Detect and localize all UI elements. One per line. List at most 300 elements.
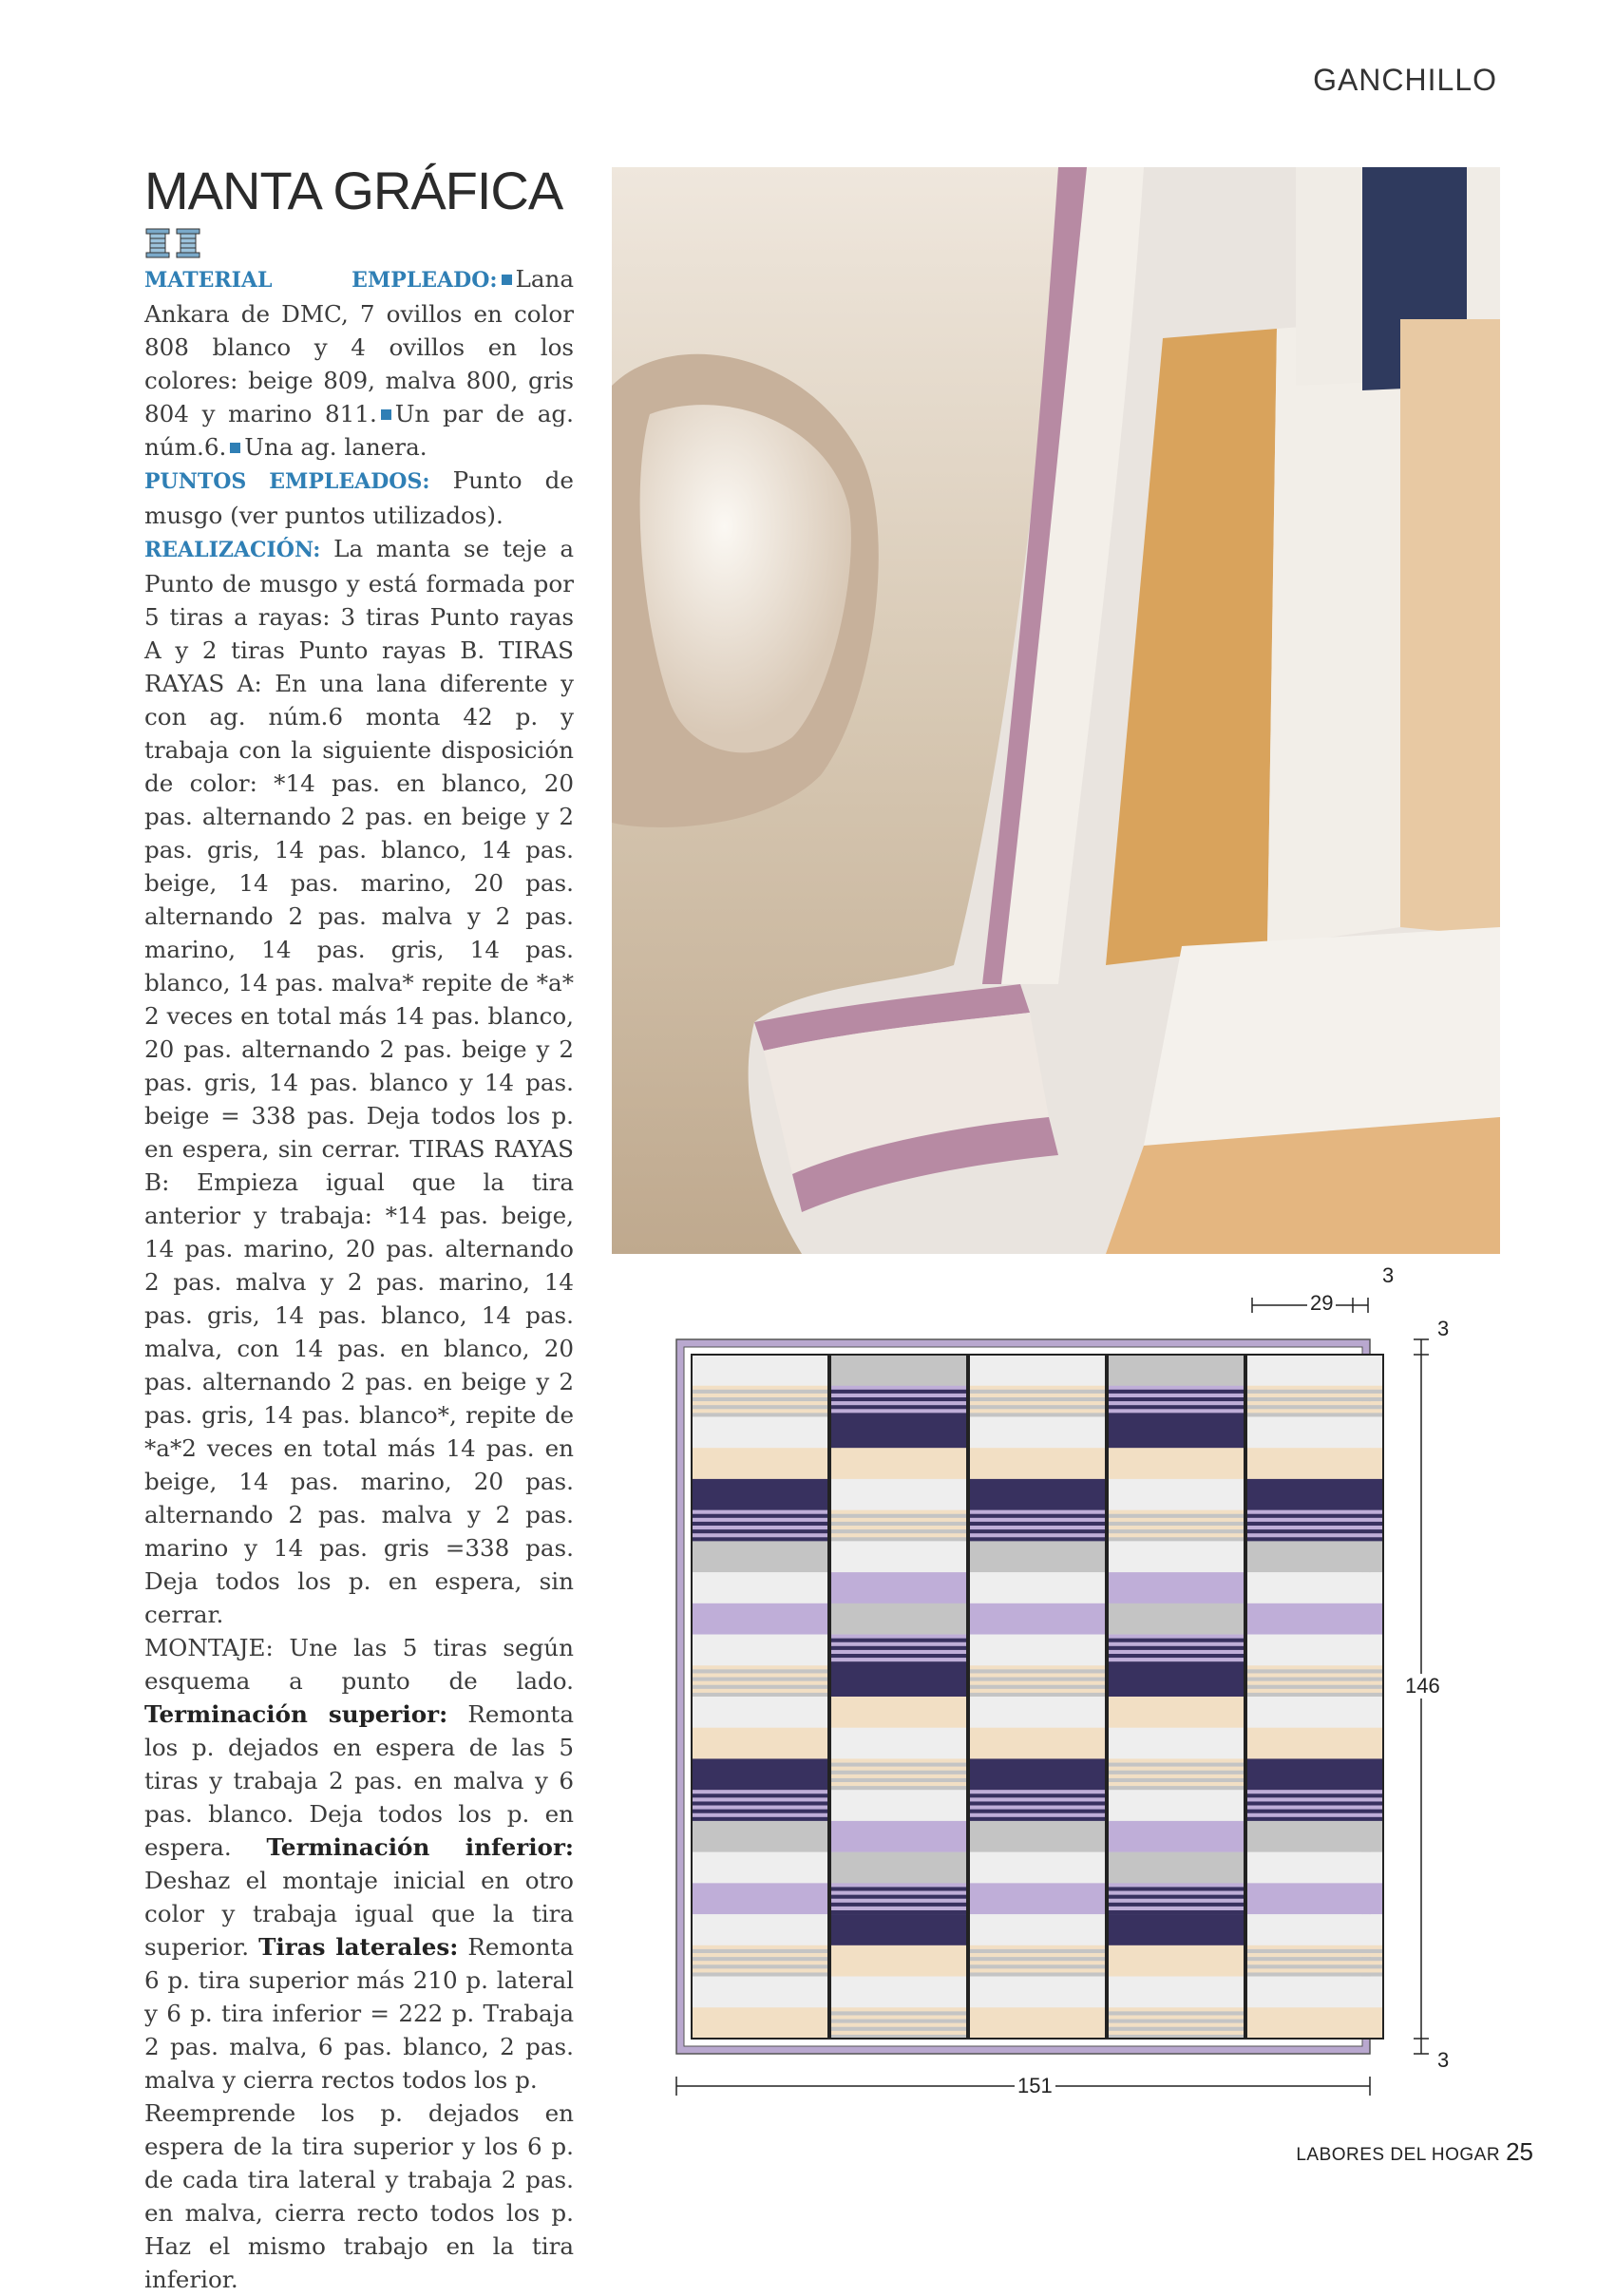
difficulty-rating	[144, 228, 201, 258]
stripe-band	[1246, 1961, 1383, 1964]
color-block	[1246, 1852, 1383, 1884]
stripe-band	[1108, 2007, 1244, 2011]
stripe-band	[1108, 1526, 1244, 1529]
stripe-band	[1108, 1774, 1244, 1778]
color-block	[1246, 1758, 1383, 1790]
color-block	[830, 1355, 967, 1386]
stripe-band	[1246, 1790, 1383, 1793]
stripe-band	[692, 1526, 828, 1529]
tiras-laterales-text: Remonta 6 p. tira superior más 210 p. lateral y 6 p. tira inferior = 222 p. Trabaja 2 pas. malva, 6 pas. blanco, 2 pas. malva y cierra rectos todos los p.	[144, 1933, 574, 2094]
color-block	[1108, 1665, 1244, 1697]
stripe-band	[1108, 1661, 1244, 1665]
stripe-band	[969, 1394, 1106, 1397]
color-block	[692, 1697, 828, 1728]
stripe-band	[969, 1806, 1106, 1810]
term-sup-label: Terminación superior:	[144, 1700, 448, 1728]
color-block	[1246, 1479, 1383, 1510]
stripe-band	[830, 2027, 967, 2031]
stripe-band	[1246, 1678, 1383, 1681]
stripe-band	[692, 1968, 828, 1972]
stripe-band	[830, 1514, 967, 1518]
stripe-band	[1246, 1968, 1383, 1972]
color-block	[1108, 1977, 1244, 2008]
stripe-band	[1108, 1771, 1244, 1774]
term-inf-label: Terminación inferior:	[266, 1833, 574, 1861]
stripe-band	[969, 1510, 1106, 1514]
color-block	[830, 1572, 967, 1603]
stripe-band	[1246, 1673, 1383, 1677]
color-block	[692, 1852, 828, 1884]
color-block	[830, 1821, 967, 1852]
stripe-band	[969, 1685, 1106, 1689]
color-block	[1246, 1416, 1383, 1448]
stripe-band	[1108, 2031, 1244, 2035]
stripe-band	[969, 1793, 1106, 1797]
stripe-band	[1246, 1964, 1383, 1968]
stripe-band	[692, 1394, 828, 1397]
stripe-band	[830, 1658, 967, 1661]
stripe-band	[1108, 1899, 1244, 1903]
color-block	[692, 1883, 828, 1914]
color-block	[692, 1572, 828, 1603]
stripe-band	[830, 1390, 967, 1394]
stripe-band	[830, 1887, 967, 1890]
stripe-band	[969, 1665, 1106, 1669]
stripe-band	[830, 1907, 967, 1910]
stripe-band	[830, 1661, 967, 1665]
dim-border-side: 3	[1379, 1263, 1396, 1288]
stripe-band	[1108, 1887, 1244, 1890]
stripe-band	[969, 1961, 1106, 1964]
spool-icon	[144, 228, 171, 258]
color-block	[969, 1355, 1106, 1386]
stripe-band	[1246, 1810, 1383, 1813]
stripe-band	[1246, 1949, 1383, 1953]
color-block	[1108, 1790, 1244, 1821]
stripe-band	[692, 1669, 828, 1673]
stripe-band	[1108, 2027, 1244, 2031]
color-block	[692, 1977, 828, 2008]
color-block	[830, 1977, 967, 2008]
material-label: MATERIAL EMPLEADO:	[144, 268, 498, 293]
assembly-diagram	[665, 1263, 1482, 2099]
stripe-band	[692, 1790, 828, 1793]
stripe-band	[1246, 1681, 1383, 1685]
color-block	[692, 1758, 828, 1790]
stripe-band	[969, 1390, 1106, 1394]
tiras-laterales-label: Tiras laterales:	[258, 1933, 459, 1961]
stripe-band	[692, 1673, 828, 1677]
stripe-band	[1108, 1405, 1244, 1409]
stripe-band	[1108, 1529, 1244, 1533]
color-block	[692, 2007, 828, 2039]
stripe-band	[692, 1390, 828, 1394]
color-block	[1108, 1914, 1244, 1945]
stripe-band	[830, 1910, 967, 1914]
dim-strip-width: 29	[1307, 1291, 1336, 1316]
color-block	[1246, 1355, 1383, 1386]
color-block	[969, 1883, 1106, 1914]
stripe-band	[692, 1685, 828, 1689]
stripe-band	[692, 1518, 828, 1522]
realizacion-text: La manta se teje a Punto de musgo y está formada por 5 tiras a rayas: 3 tiras Punto rayas A y 2 tiras Punto rayas B. TIRAS RAYAS A: En una lana diferente y con ag. núm.6 monta 42 p. y trabaja con la siguiente disposición de color: *14 pas. en blanco, 20 pas. alternando 2 pas. en beige y 2 pas. gris, 14 pas. blanco, 14 pas. beige, 14 pas. marino, 20 pas. alternando 2 pas. malva y 2 pas. marino, 14 pas. gris, 14 pas. blanco, 14 pas. malva* repite de *a* 2 veces en total más 14 pas. blanco, 20 pas. alternando 2 pas. beige y 2 pas. gris, 14 pas. blanco y 14 pas. beige = 338 pas. Deja todos los p. en espera, sin cerrar. TIRAS RAYAS B: Empieza igual que la tira anterior y trabaja: *14 pas. beige, 14 pas. marino, 20 pas. alternando 2 pas. malva y 2 pas. marino, 14 pas. gris, 14 pas. blanco, 14 pas. malva, con 14 pas. en blanco, 20 pas. alternando 2 pas. en beige y 2 pas. gris, 14 pas. blanco*, repite de *a*2 veces en total más 14 pas. en beige, 14 pas. marino, 20 pas. alternando 2 pas. malva y 2 pas. marino y 14 pas. gris =338 pas. Deja todos los p. en espera, sin cerrar.	[144, 535, 574, 1628]
stripe-band	[830, 2020, 967, 2023]
color-block	[692, 1448, 828, 1479]
stripe-band	[969, 1678, 1106, 1681]
stripe-band	[830, 1510, 967, 1514]
stripe-band	[1108, 1390, 1244, 1394]
stripe-band	[692, 1413, 828, 1416]
stripe-band	[1108, 1537, 1244, 1541]
stripe-band	[969, 1953, 1106, 1957]
stripe-band	[1108, 1910, 1244, 1914]
stripe-band	[969, 1964, 1106, 1968]
stripe-band	[1108, 1891, 1244, 1895]
stripe-band	[692, 1945, 828, 1949]
stripe-band	[969, 1409, 1106, 1413]
color-block	[969, 1416, 1106, 1448]
stripe-band	[1246, 1665, 1383, 1669]
stripe-band	[969, 1537, 1106, 1541]
color-block	[830, 1697, 967, 1728]
color-block	[1246, 1821, 1383, 1852]
stripe-band	[969, 1413, 1106, 1416]
color-block	[969, 1479, 1106, 1510]
color-block	[1108, 1728, 1244, 1759]
color-block	[1246, 1883, 1383, 1914]
stripe-band	[692, 1801, 828, 1805]
color-block	[692, 1479, 828, 1510]
color-block	[969, 1448, 1106, 1479]
stripe-band	[830, 1891, 967, 1895]
stripe-band	[1108, 1782, 1244, 1786]
color-block	[969, 1758, 1106, 1790]
stripe-band	[692, 1806, 828, 1810]
stripe-band	[830, 1646, 967, 1650]
stripe-band	[1108, 2015, 1244, 2019]
stripe-band	[969, 1681, 1106, 1685]
stripe-band	[830, 1883, 967, 1887]
stripe-band	[830, 1642, 967, 1646]
dim-width: 151	[1015, 2074, 1055, 2098]
stripe-band	[830, 1386, 967, 1390]
stripe-band	[830, 2023, 967, 2027]
stripe-band	[830, 1763, 967, 1767]
color-block	[1108, 1821, 1244, 1852]
stripe-band	[969, 1810, 1106, 1813]
stripe-band	[830, 1405, 967, 1409]
stripe-band	[692, 1386, 828, 1390]
stripe-band	[1108, 2020, 1244, 2023]
stripe-band	[1108, 1767, 1244, 1771]
stripe-band	[692, 1401, 828, 1405]
stripe-band	[830, 1903, 967, 1907]
stripe-band	[1246, 1693, 1383, 1697]
stripe-band	[1108, 1658, 1244, 1661]
stripe-band	[969, 1405, 1106, 1409]
material-needle: Una ag. lanera.	[244, 433, 428, 461]
stripe-band	[969, 1518, 1106, 1522]
color-block	[692, 1914, 828, 1945]
term-inf-text: Deshaz el montaje inicial en otro color y trabaja igual que la tira superior.	[144, 1867, 574, 1961]
stripe-band	[830, 1778, 967, 1782]
stripe-band	[830, 1650, 967, 1654]
color-block	[969, 1977, 1106, 2008]
stripe-band	[969, 1693, 1106, 1697]
color-block	[692, 1603, 828, 1635]
stripe-band	[830, 1774, 967, 1778]
stripe-band	[692, 1529, 828, 1533]
stripe-band	[692, 1514, 828, 1518]
stripe-band	[1108, 1646, 1244, 1650]
color-block	[969, 1821, 1106, 1852]
stripe-band	[1246, 1529, 1383, 1533]
stripe-band	[830, 1758, 967, 1762]
color-block	[1246, 1635, 1383, 1666]
stripe-band	[1246, 1413, 1383, 1416]
stripe-band	[969, 1669, 1106, 1673]
stripe-band	[1108, 1635, 1244, 1639]
color-block	[969, 1635, 1106, 1666]
stripe-band	[830, 1522, 967, 1526]
stripe-band	[692, 1689, 828, 1693]
stripe-band	[969, 1972, 1106, 1976]
bullet-square-icon	[381, 409, 391, 420]
stripe-band	[692, 1397, 828, 1401]
color-block	[830, 1914, 967, 1945]
color-block	[1108, 1541, 1244, 1572]
stripe-band	[830, 1771, 967, 1774]
stripe-band	[1108, 1518, 1244, 1522]
stripe-band	[1246, 1953, 1383, 1957]
color-block	[1246, 1448, 1383, 1479]
stripe-band	[830, 1394, 967, 1397]
stripe-band	[1108, 1650, 1244, 1654]
stripe-band	[830, 2011, 967, 2015]
stripe-band	[1108, 2011, 1244, 2015]
stripe-band	[1246, 1806, 1383, 1810]
color-block	[830, 1665, 967, 1697]
stripe-band	[1108, 1514, 1244, 1518]
color-block	[692, 1635, 828, 1666]
magazine-name: LABORES DEL HOGAR	[1296, 2145, 1501, 2165]
stripe-band	[969, 1401, 1106, 1405]
stripe-band	[830, 1537, 967, 1541]
stripe-band	[1108, 1386, 1244, 1390]
bullet-square-icon	[230, 443, 240, 453]
stripe-band	[830, 1895, 967, 1899]
stripe-band	[1246, 1537, 1383, 1541]
stripe-band	[1108, 1413, 1244, 1416]
stripe-band	[969, 1797, 1106, 1801]
color-block	[830, 1790, 967, 1821]
stripe-band	[969, 1529, 1106, 1533]
stripe-band	[969, 1817, 1106, 1821]
stripe-band	[692, 1405, 828, 1409]
stripe-band	[1246, 1390, 1383, 1394]
stripe-band	[1246, 1689, 1383, 1693]
color-block	[1108, 1479, 1244, 1510]
color-block	[969, 1541, 1106, 1572]
color-block	[969, 1852, 1106, 1884]
spool-icon	[175, 228, 201, 258]
stripe-band	[1246, 1518, 1383, 1522]
stripe-band	[830, 1409, 967, 1413]
color-block	[830, 1603, 967, 1635]
blanket-photo	[612, 167, 1500, 1254]
stripe-band	[1108, 1895, 1244, 1899]
stripe-band	[1108, 1522, 1244, 1526]
color-block	[692, 1541, 828, 1572]
stripe-band	[1246, 1817, 1383, 1821]
stripe-band	[969, 1945, 1106, 1949]
color-block	[830, 1416, 967, 1448]
stripe-band	[1246, 1797, 1383, 1801]
color-block	[830, 1448, 967, 1479]
color-block	[969, 1914, 1106, 1945]
stripe-band	[969, 1533, 1106, 1537]
color-block	[969, 1572, 1106, 1603]
color-block	[1246, 1603, 1383, 1635]
color-block	[1108, 1416, 1244, 1448]
stripe-band	[969, 1526, 1106, 1529]
stripe-band	[1246, 1945, 1383, 1949]
stripe-band	[830, 1397, 967, 1401]
stripe-band	[969, 1949, 1106, 1953]
stripe-band	[1108, 2023, 1244, 2027]
stripe-band	[692, 1961, 828, 1964]
color-block	[969, 1603, 1106, 1635]
stripe-band	[830, 1635, 967, 1639]
stripe-band	[1246, 1510, 1383, 1514]
stripe-band	[1246, 1394, 1383, 1397]
color-block	[1246, 1572, 1383, 1603]
stripe-band	[1246, 1401, 1383, 1405]
stripe-band	[1246, 1405, 1383, 1409]
stripe-band	[692, 1817, 828, 1821]
stripe-band	[1108, 1642, 1244, 1646]
stripe-band	[1246, 1669, 1383, 1673]
color-block	[830, 1728, 967, 1759]
color-block	[1246, 1697, 1383, 1728]
color-block	[1246, 1977, 1383, 2008]
stripe-band	[969, 1968, 1106, 1972]
stripe-band	[692, 1665, 828, 1669]
stripe-band	[692, 1810, 828, 1813]
color-block	[1108, 1572, 1244, 1603]
puntos-label: PUNTOS EMPLEADOS:	[144, 469, 430, 494]
color-block	[1246, 1914, 1383, 1945]
stripe-band	[692, 1678, 828, 1681]
instructions-text	[144, 262, 574, 2296]
stripe-band	[1108, 1409, 1244, 1413]
color-block	[830, 1852, 967, 1884]
montaje-text: MONTAJE: Une las 5 tiras según esquema a punto de lado.	[144, 1634, 574, 1695]
stripe-band	[830, 1782, 967, 1786]
stripe-band	[1108, 1758, 1244, 1762]
stripe-band	[830, 2031, 967, 2035]
stripe-band	[969, 1801, 1106, 1805]
color-block	[830, 1541, 967, 1572]
stripe-band	[1246, 1685, 1383, 1689]
stripe-band	[969, 1813, 1106, 1817]
stripe-band	[1246, 1526, 1383, 1529]
stripe-band	[692, 1693, 828, 1697]
stripe-band	[1108, 1907, 1244, 1910]
stripe-band	[1246, 1533, 1383, 1537]
puntos-text: Punto de musgo (ver puntos utilizados).	[144, 466, 574, 529]
color-block	[1246, 2007, 1383, 2039]
stripe-band	[830, 1533, 967, 1537]
stripe-band	[969, 1957, 1106, 1961]
stripe-band	[1108, 1510, 1244, 1514]
stripe-band	[969, 1514, 1106, 1518]
stripe-band	[1108, 1397, 1244, 1401]
stripe-band	[692, 1813, 828, 1817]
stripe-band	[830, 1413, 967, 1416]
stripe-band	[830, 1654, 967, 1658]
stripe-band	[1246, 1793, 1383, 1797]
stripe-band	[692, 1533, 828, 1537]
color-block	[1246, 1728, 1383, 1759]
color-block	[692, 1728, 828, 1759]
color-block	[830, 1479, 967, 1510]
page-footer	[1296, 2137, 1533, 2167]
stripe-band	[1108, 1654, 1244, 1658]
stripe-band	[1108, 1401, 1244, 1405]
color-block	[1246, 1541, 1383, 1572]
stripe-band	[830, 2007, 967, 2011]
stripe-band	[1108, 1883, 1244, 1887]
stripe-band	[1246, 1813, 1383, 1817]
stripe-band	[969, 1397, 1106, 1401]
stripe-band	[1246, 1522, 1383, 1526]
reemprende-text: Reemprende los p. dejados en espera de la tira superior y los 6 p. de cada tira lateral y trabaja 2 pas. en malva, cierra recto todos los p. Haz el mismo trabajo en la tira inferior.	[144, 2099, 574, 2293]
bullet-square-icon	[502, 275, 512, 285]
stripe-band	[830, 1786, 967, 1790]
stripe-band	[692, 1510, 828, 1514]
stripe-band	[1108, 1786, 1244, 1790]
color-block	[830, 1945, 967, 1977]
stripe-band	[692, 1537, 828, 1541]
material-text: Lana Ankara de DMC, 7 ovillos en color 808 blanco y 4 ovillos en los colores: beige 809, malva 800, gris 804 y marino 811.	[144, 265, 574, 427]
section-tag: GANCHILLO	[1313, 63, 1497, 97]
material-needles: Un par de ag. núm.6.	[144, 400, 574, 461]
stripe-band	[969, 1522, 1106, 1526]
stripe-band	[1246, 1409, 1383, 1413]
stripe-band	[969, 1386, 1106, 1390]
stripe-band	[692, 1793, 828, 1797]
stripe-band	[692, 1681, 828, 1685]
color-block	[1108, 1852, 1244, 1884]
term-sup-text: Remonta los p. dejados en espera de las 5 tiras y trabaja 2 pas. en malva y 6 pas. blanco. Deja todos los p. en espera.	[144, 1700, 574, 1861]
stripe-band	[1108, 1533, 1244, 1537]
stripe-band	[1108, 1639, 1244, 1642]
stripe-band	[1246, 1397, 1383, 1401]
stripe-band	[830, 1526, 967, 1529]
color-block	[692, 1355, 828, 1386]
stripe-band	[969, 1673, 1106, 1677]
stripe-band	[692, 1797, 828, 1801]
realizacion-label: REALIZACIÓN:	[144, 538, 321, 562]
stripe-band	[830, 1639, 967, 1642]
stripe-band	[969, 1790, 1106, 1793]
stripe-band	[692, 1953, 828, 1957]
stripe-band	[692, 1964, 828, 1968]
stripe-band	[1108, 1903, 1244, 1907]
stripe-band	[1108, 1394, 1244, 1397]
page-title: MANTA GRÁFICA	[144, 161, 563, 220]
